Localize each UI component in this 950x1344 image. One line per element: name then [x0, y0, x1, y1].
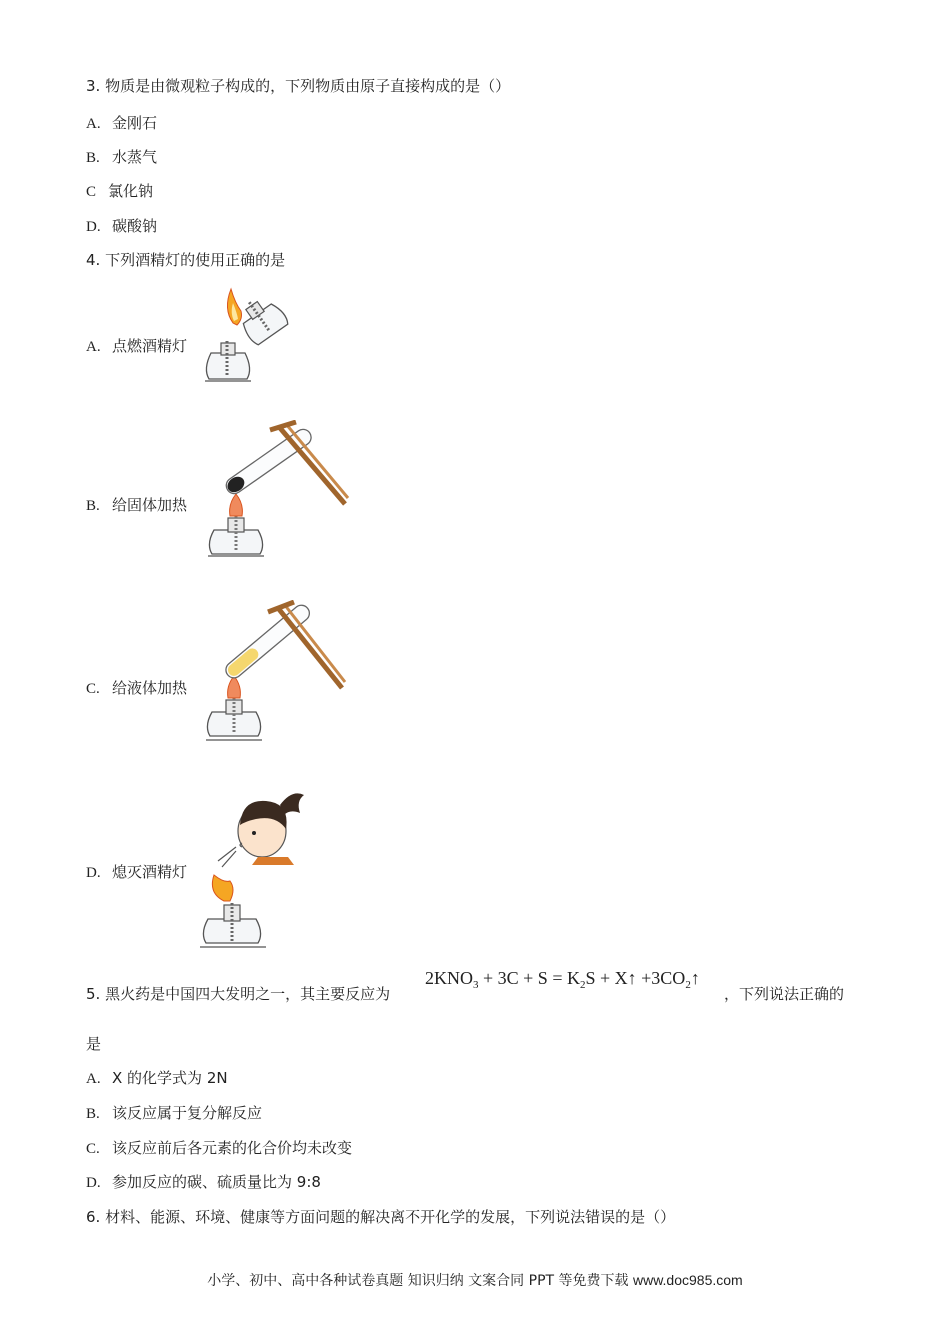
equation-part: 2KNO: [425, 968, 473, 988]
option-label: B.: [86, 498, 100, 514]
question-5-stem-suffix: ，下列说法正确的: [724, 985, 845, 1003]
option-label: A.: [86, 116, 101, 132]
equation-part: S + X↑ +3CO: [585, 968, 686, 988]
option-text: 参加反应的碳、硫质量比为 9:8: [112, 1173, 321, 1191]
equation-subscript: 2: [579, 979, 586, 991]
footer-link[interactable]: www.doc985.com: [632, 1272, 743, 1288]
option-text: 该反应前后各元素的化合价均未改变: [112, 1139, 353, 1157]
blowing-out-lamp-figure: [196, 785, 311, 953]
option-label: C.: [86, 1141, 100, 1157]
option-text: 该反应属于复分解反应: [112, 1104, 263, 1122]
question-3-option-c: [86, 181, 153, 202]
question-5-option-b: [86, 1103, 262, 1124]
question-3-option-a: [86, 113, 157, 134]
question-5-stem: [86, 984, 390, 1004]
question-6-stem: 6. 材料、能源、环境、健康等方面问题的解决离不开化学的发展，下列说法错误的是（）: [86, 1208, 676, 1226]
option-text: 熄灭酒精灯: [112, 863, 188, 881]
footer-text: 小学、初中、高中各种试卷真题 知识归纳 文案合同 PPT 等免费下载: [207, 1273, 629, 1289]
option-text: 水蒸气: [112, 148, 158, 166]
question-4-option-a: [86, 336, 187, 357]
heating-solid-in-test-tube-figure: [200, 420, 350, 565]
option-text: 给固体加热: [112, 496, 188, 514]
reaction-equation: [425, 968, 700, 991]
lamp-lit-by-another-lamp-figure: [195, 283, 295, 388]
option-label: A.: [86, 339, 101, 355]
option-text: 金刚石: [112, 114, 158, 132]
option-label: A.: [86, 1071, 101, 1087]
question-5-option-a: [86, 1068, 228, 1089]
option-label: C: [86, 184, 97, 200]
question-3-stem: 3. 物质是由微观粒子构成的，下列物质由原子直接构成的是（）: [86, 77, 511, 95]
option-label: D.: [86, 219, 101, 235]
option-text: 给液体加热: [112, 679, 188, 697]
option-text: 碳酸钠: [112, 217, 158, 235]
question-5-option-c: [86, 1138, 352, 1159]
option-label: D.: [86, 865, 101, 881]
question-3-option-d: [86, 216, 157, 237]
equation-subscript: 3: [473, 979, 479, 991]
equation-subscript: 2: [685, 979, 691, 991]
option-label: B.: [86, 150, 100, 166]
question-5-stem-prefix: 5. 黑火药是中国四大发明之一，其主要反应为: [86, 985, 391, 1003]
equation-part: ↑: [690, 968, 700, 988]
option-text: X 的化学式为 2N: [112, 1069, 228, 1087]
question-3-option-b: [86, 147, 157, 168]
heating-liquid-in-test-tube-figure: [198, 600, 348, 748]
question-4-stem: 4. 下列酒精灯的使用正确的是: [86, 251, 286, 269]
option-text: 氯化钠: [108, 182, 154, 200]
option-label: D.: [86, 1175, 101, 1191]
option-label: C.: [86, 681, 100, 697]
option-label: B.: [86, 1106, 100, 1122]
question-4-option-d: [86, 862, 187, 883]
equation-part: + 3C + S = K: [478, 968, 580, 988]
question-4-option-c: [86, 678, 187, 699]
question-4-option-b: [86, 495, 187, 516]
page-footer: [0, 1270, 950, 1290]
option-text: 点燃酒精灯: [112, 337, 188, 355]
question-5-option-d: [86, 1172, 321, 1193]
question-5-stem-tail: 是: [86, 1035, 102, 1053]
